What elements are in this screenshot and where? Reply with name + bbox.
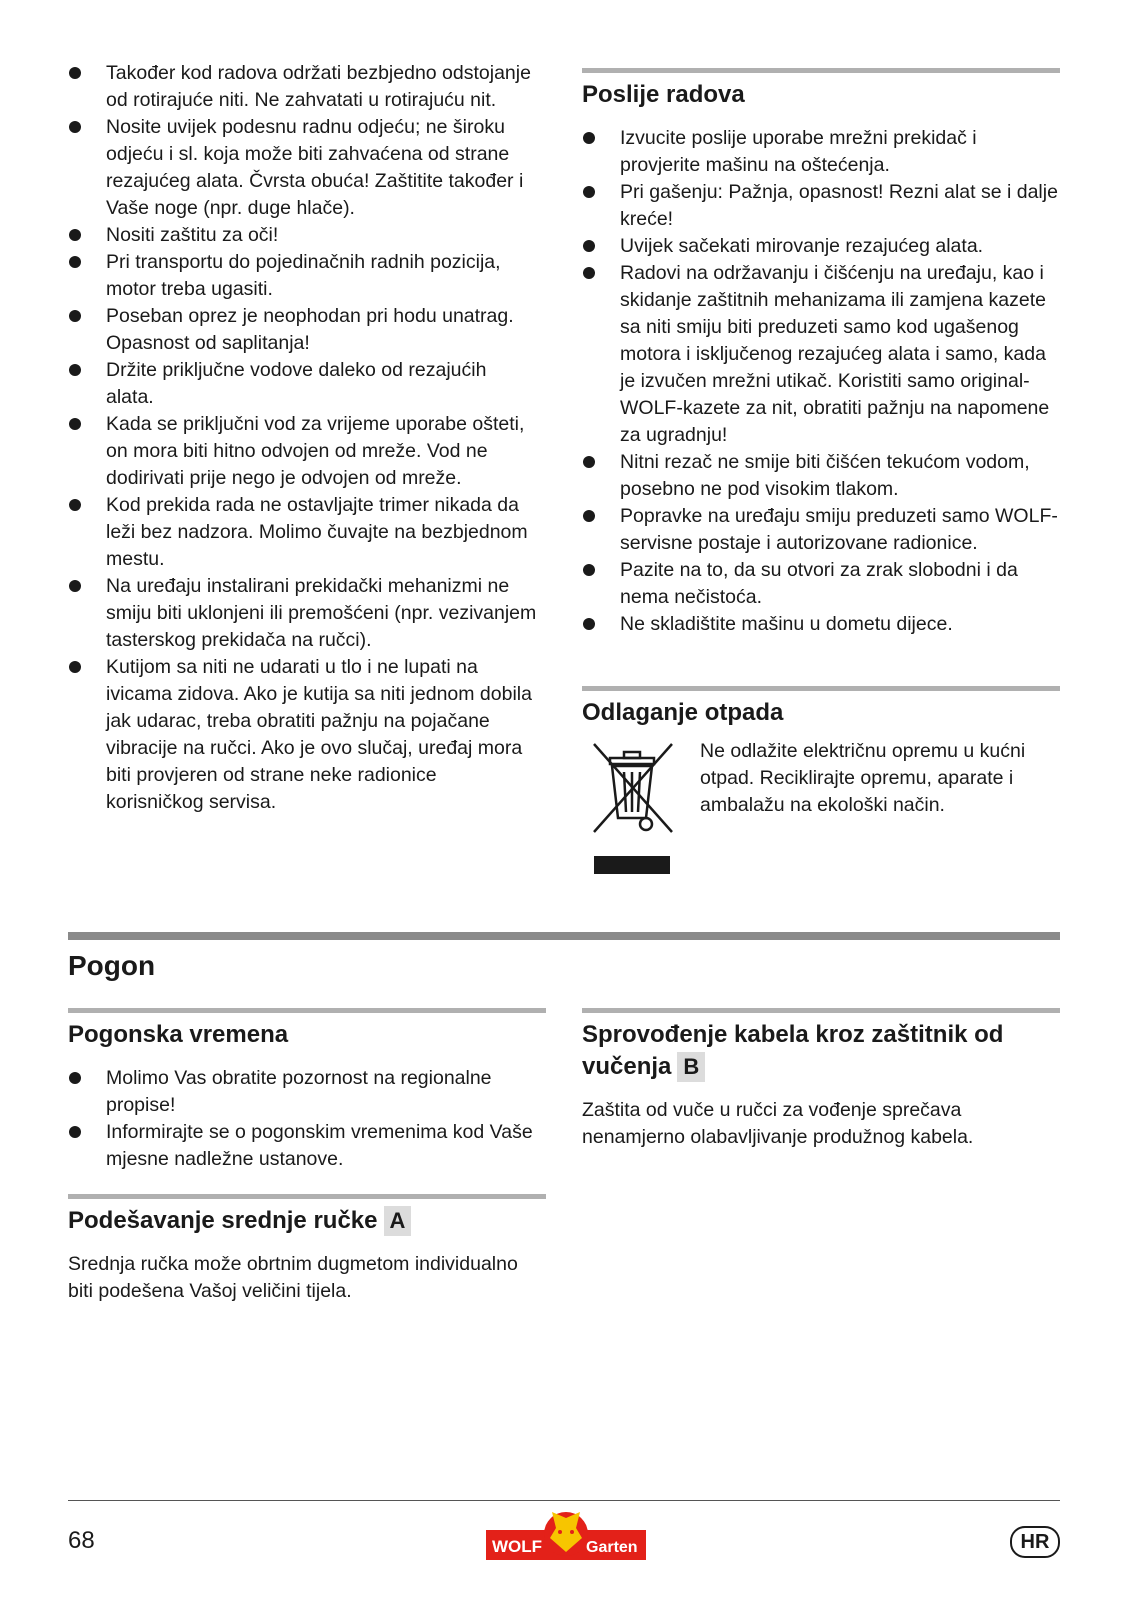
figure-ref-badge: A (384, 1206, 412, 1236)
section-rule (68, 1194, 546, 1199)
left-safety-list (68, 60, 538, 816)
sprovodjenje-heading (582, 1019, 1060, 1083)
list-item: Izvucite poslije uporabe mrežni prekidač i provjerite mašinu na oštećenja. (582, 125, 1060, 179)
sprovodjenje-title: Sprovođenje kabela kroz zaštitnik od vučenja (582, 1021, 1004, 1080)
list-item: Pri gašenju: Pažnja, opasnost! Rezni alat se i dalje kreće! (582, 179, 1060, 233)
list-item: Radovi na održavanju i čišćenju na uređaju, kao i skidanje zaštitnih mehanizama ili zamjena kazete sa niti smiju biti preduzeti samo kod ugašenog motora i isključenog rezajućeg alata i samo, kada je izvučen mrežni utikač. Koristiti samo original-WOLF-kazete za nit, obratiti pažnju na napomene za ugradnju! (582, 260, 1060, 449)
list-item: Također kod radova održati bezbjedno odstojanje od rotirajuće niti. Ne zahvatati u rotirajuću nit. (68, 60, 538, 114)
footer-divider (68, 1500, 1060, 1501)
podesavanje-section (68, 1194, 546, 1305)
page-number: 68 (68, 1527, 95, 1554)
left-safety-list-container (68, 60, 538, 816)
wolf-garten-logo (486, 1508, 646, 1564)
podesavanje-title: Podešavanje srednje ručke (68, 1207, 378, 1234)
pogon-title: Pogon (68, 950, 156, 981)
list-item: Nosite uvijek podesnu radnu odjeću; ne široku odjeću i sl. koja može biti zahvaćena od strane rezajućeg alata. Čvrsta obuća! Zaštitite također i Vaše noge (npr. duge hlače). (68, 114, 538, 222)
figure-ref-badge: B (677, 1052, 705, 1082)
logo-text-right: Garten (586, 1539, 638, 1556)
podesavanje-text: Srednja ručka može obrtnim dugmetom individualno biti podešena Vašoj veličini tijela. (68, 1253, 518, 1302)
section-rule (582, 68, 1060, 73)
pogonska-title: Pogonska vremena (68, 1021, 289, 1048)
list-item: Nitni rezač ne smije biti čišćen tekućom vodom, posebno ne pod visokim tlakom. (582, 449, 1060, 503)
section-rule (582, 1008, 1060, 1013)
sprovodjenje-text: Zaštita od vuče u ručci za vođenje sprečava nenamjerno olabavljivanje produžnog kabela. (582, 1099, 974, 1148)
poslije-title: Poslije radova (582, 81, 745, 108)
poslije-section (582, 68, 1060, 638)
list-item: Pri transportu do pojedinačnih radnih pozicija, motor treba ugasiti. (68, 249, 538, 303)
main-section-rule (68, 932, 1060, 940)
list-item: Popravke na uređaju smiju preduzeti samo WOLF-servisne postaje i autorizovane radionice. (582, 503, 1060, 557)
sprovodjenje-section (582, 1008, 1060, 1151)
list-item: Molimo Vas obratite pozornost na regionalne propise! (68, 1065, 546, 1119)
list-item: Kada se priključni vod za vrijeme uporabe ošteti, on mora biti hitno odvojen od mreže. Vod ne dodirivati prije nego je odvojen od mreže. (68, 411, 538, 492)
odlaganje-text: Ne odlažite električnu opremu u kućni otpad. Reciklirajte opremu, aparate i ambalažu na ekološki način. (700, 740, 1026, 816)
pogon-section (68, 932, 1060, 984)
section-rule (582, 686, 1060, 691)
language-badge: HR (1010, 1526, 1060, 1558)
list-item: Informirajte se o pogonskim vremenima kod Vaše mjesne nadležne ustanove. (68, 1119, 546, 1173)
list-item: Poseban oprez je neophodan pri hodu unatrag. Opasnost od saplitanja! (68, 303, 538, 357)
odlaganje-text-container (700, 738, 1040, 819)
logo-text-left: WOLF (492, 1537, 543, 1556)
odlaganje-title: Odlaganje otpada (582, 699, 784, 726)
list-item: Kod prekida rada ne ostavljajte trimer nikada da leži bez nadzora. Molimo čuvajte na bezbjednom mestu. (68, 492, 538, 573)
list-item: Ne skladištite mašinu u dometu dijece. (582, 611, 1060, 638)
pogonska-list (68, 1065, 546, 1173)
list-item: Uvijek sačekati mirovanje rezajućeg alata. (582, 233, 1060, 260)
podesavanje-heading (68, 1205, 546, 1237)
poslije-list (582, 125, 1060, 638)
section-rule (68, 1008, 546, 1013)
list-item: Držite priključne vodove daleko od rezajućih alata. (68, 357, 538, 411)
weee-crossed-bin-icon (584, 740, 680, 876)
list-item: Nositi zaštitu za oči! (68, 222, 538, 249)
odlaganje-section (582, 686, 1060, 729)
list-item: Na uređaju instalirani prekidački mehanizmi ne smiju biti uklonjeni ili premošćeni (npr. vezivanjem tasterskog prekidača na ručci). (68, 573, 538, 654)
pogonska-section (68, 1008, 546, 1173)
list-item: Pazite na to, da su otvori za zrak slobodni i da nema nečistoća. (582, 557, 1060, 611)
list-item: Kutijom sa niti ne udarati u tlo i ne lupati na ivicama zidova. Ako je kutija sa niti jednom dobila jak udarac, treba obratiti pažnju na pojačane vibracije na ručci. Ako je ovo slučaj, uređaj mora biti provjeren od strane neke radionice korisničkog servisa. (68, 654, 538, 816)
